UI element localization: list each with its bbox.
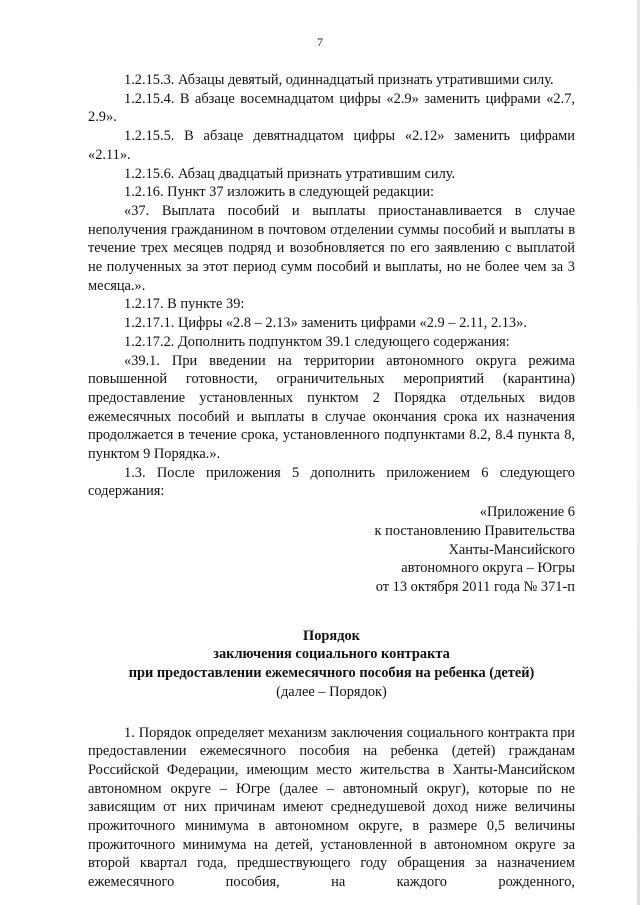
paragraph-1-2-15-3: 1.2.15.3. Абзацы девятый, одиннадцатый признать утратившими силу. — [124, 72, 554, 88]
appendix-line: Ханты-Мансийского — [448, 541, 575, 558]
appendix-line: автономного округа – Югры — [401, 560, 575, 577]
document-title — [88, 627, 575, 702]
paragraph-1-2-17-1: 1.2.17.1. Цифры «2.8 – 2.13» заменить цифрами «2.9 – 2.11, 2.13». — [124, 315, 527, 332]
title-line: заключения социального контракта — [213, 646, 450, 663]
appendix-header — [88, 503, 575, 597]
title-line: при предоставлении ежемесячного пособия на ребенка (детей) — [128, 665, 535, 682]
appendix-line: к постановлению Правительства — [374, 522, 575, 539]
paragraph-1-2-15-5: 1.2.15.5. В абзаце девятнадцатом цифры «2.12» заменить цифрами «2.11». — [88, 128, 575, 163]
paragraph-1-procedure: 1. Порядок определяет механизм заключения социального контракта при предоставлении ежемесячного пособия на ребенка (детей) гражданам Российской Федерации, имеющим место жительства в Ханты-Мансийском автономном округе – Югре (далее – автономный округ), которые по не зависящим от них причинам имеют среднедушевой доход ниже величины прожиточного минимума в автономном округе, в размере 0,5 величины прожиточного минимума на детей, установленной в автономном округе за второй квартал года, предшествующего году обращения за назначением ежемесячного пособия, на каждого рожденного, — [88, 724, 575, 891]
title-note: (далее – Порядок) — [276, 683, 387, 700]
page-number: 7 — [317, 35, 323, 49]
appendix-line: «Приложение 6 — [479, 504, 575, 521]
paragraph-1-3: 1.3. После приложения 5 дополнить приложением 6 следующего содержания: — [88, 464, 575, 500]
paragraph-37-quote: «37. Выплата пособий и выплаты приостанавливается в случае неполучения гражданином в почтовом отделении суммы пособий и выплаты в течение трех месяцев подряд и возобновляется по его заявлению с выплатой не полученных за этот период сумм пособий и выплаты, но не более чем за 3 месяца.». — [88, 202, 575, 294]
paragraph-1-2-15-6: 1.2.15.6. Абзац двадцатый признать утратившим силу. — [124, 165, 456, 182]
appendix-line: от 13 октября 2011 года № 371-п — [375, 578, 575, 595]
paragraph-1-2-15-4: 1.2.15.4. В абзаце восемнадцатом цифры «2.9» заменить цифрами «2.7, 2.9». — [88, 90, 575, 126]
paragraph-1-2-17: 1.2.17. В пункте 39: — [124, 296, 245, 313]
document-body — [88, 71, 575, 892]
paragraph-1-2-17-2: 1.2.17.2. Дополнить подпунктом 39.1 следующего содержания: — [124, 333, 510, 350]
paragraph-1-2-16: 1.2.16. Пункт 37 изложить в следующей редакции: — [124, 184, 435, 201]
title-line: Порядок — [303, 627, 360, 644]
paragraph-39-1-quote: «39.1. При введении на территории автономного округа режима повышенной готовности, ограничительных мероприятий (карантина) предоставление установленных пунктом 2 Порядка отдельных видов ежемесячных пособий и выплаты в случае окончания срока их назначения продолжается в течение срока, установленного подпунктами 8.2, 8.4 пункта 8, пунктом 9 Порядка.». — [88, 352, 575, 463]
